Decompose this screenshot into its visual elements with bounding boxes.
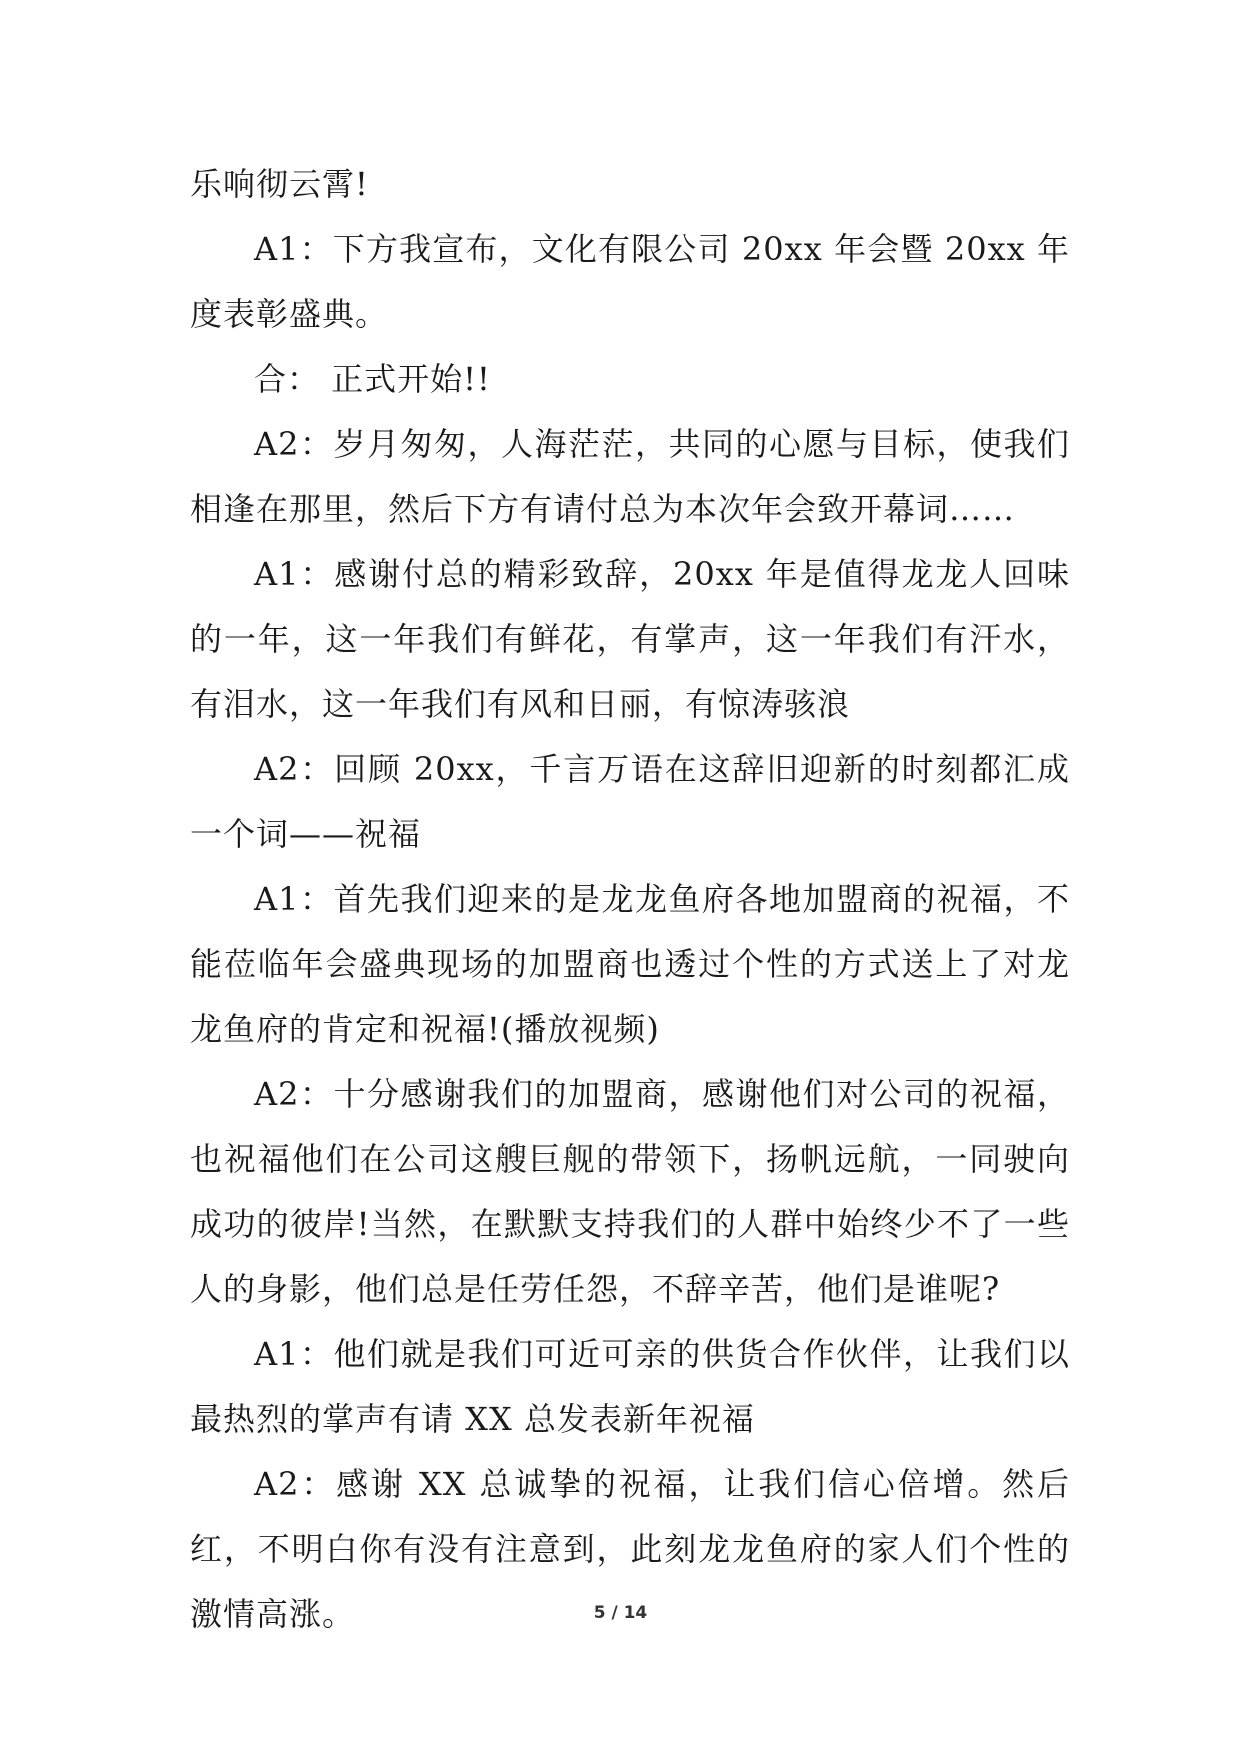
paragraph-4: A2：岁月匆匆，人海茫茫，共同的心愿与目标，使我们相逢在那里，然后下方有请付总为本次年会致开幕词…… [190, 425, 1070, 528]
paragraph-7: A1：首先我们迎来的是龙龙鱼府各地加盟商的祝福，不能莅临年会盛典现场的加盟商也透过个性的方式送上了对龙龙鱼府的肯定和祝福!(播放视频) [190, 880, 1070, 1048]
paragraph-6: A2：回顾 20xx，千言万语在这辞旧迎新的时刻都汇成一个词——祝福 [190, 750, 1070, 853]
paragraph-2: A1：下方我宣布，文化有限公司 20xx 年会暨 20xx 年度表彰盛典。 [190, 230, 1070, 333]
paragraph-1: 乐响彻云霄! [190, 165, 369, 203]
page-number: 5 / 14 [593, 1603, 648, 1623]
paragraph-10: A2：感谢 XX 总诚挚的祝福，让我们信心倍增。然后红，不明白你有没有注意到，此刻龙龙鱼府的家人们个性的激情高涨。 [190, 1465, 1070, 1633]
paragraph-5: A1：感谢付总的精彩致辞，20xx 年是值得龙龙人回味的一年，这一年我们有鲜花，有掌声，这一年我们有汗水，有泪水，这一年我们有风和日丽，有惊涛骇浪 [190, 555, 1070, 723]
paragraph-3: 合： 正式开始!! [254, 360, 491, 398]
paragraph-9: A1：他们就是我们可近可亲的供货合作伙伴，让我们以最热烈的掌声有请 XX 总发表新年祝福 [190, 1335, 1070, 1438]
document-body [190, 152, 1070, 1647]
paragraph-8: A2：十分感谢我们的加盟商，感谢他们对公司的祝福，也祝福他们在公司这艘巨舰的带领下，扬帆远航，一同驶向成功的彼岸!当然，在默默支持我们的人群中始终少不了一些人的身影，他们总是任劳任怨，不辞辛苦，他们是谁呢? [190, 1075, 1070, 1308]
